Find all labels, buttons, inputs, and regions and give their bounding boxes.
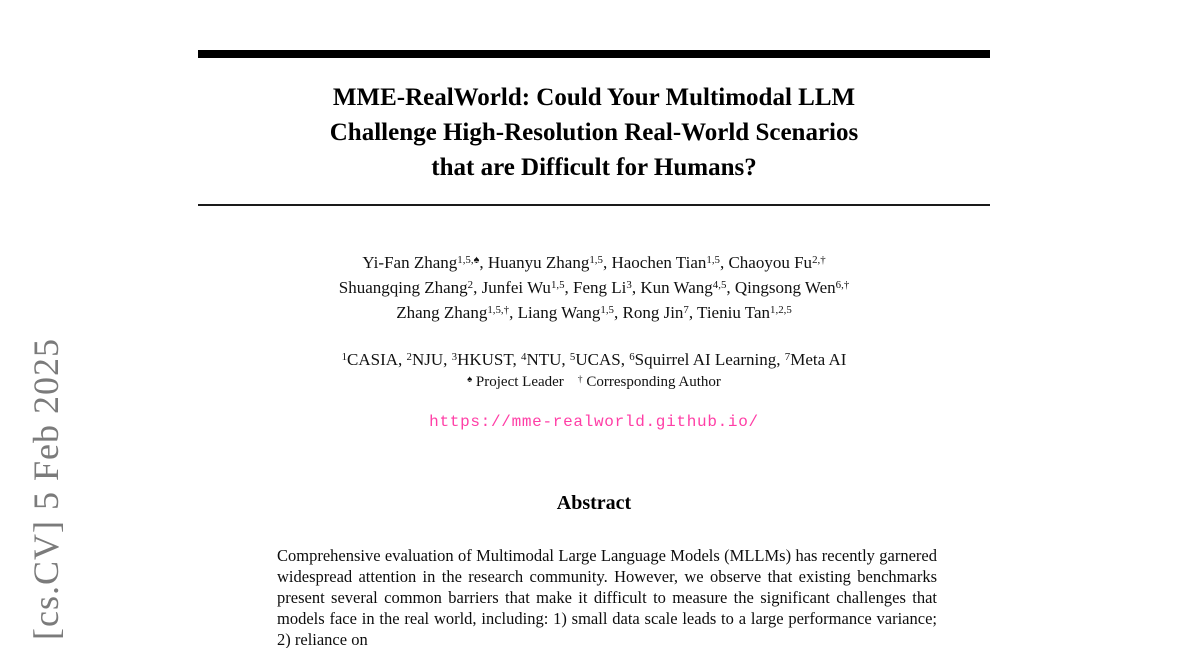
author-line	[198, 300, 990, 325]
text-segment: † Corresponding Author	[577, 373, 721, 390]
affiliations-line	[198, 349, 990, 371]
text-segment: $^3$HKUST,	[451, 350, 522, 369]
text-line: that are Difficult for Humans?	[431, 154, 757, 181]
text-segment: $^2$NJU,	[406, 350, 452, 369]
title-bottom-rule	[198, 204, 990, 206]
text-segment: Zhang Zhang$^{1,5,\dagger}$	[396, 303, 510, 322]
text-segment: Shuangqing Zhang$^2$	[338, 278, 474, 297]
text-segment: , Rong Jin$^7$	[613, 303, 689, 322]
text-line: Challenge High-Resolution Real-World Scenarios	[329, 119, 859, 146]
text-segment: $^5$UCAS,	[569, 350, 630, 369]
paper-content-column	[198, 0, 990, 648]
text-line: MME-RealWorld: Could Your Multimodal LLM	[332, 84, 856, 111]
text-segment: ♠ Project Leader	[467, 373, 564, 390]
text-segment: , Junfei Wu$^{1,5}$	[473, 278, 565, 297]
abstract-text: Comprehensive evaluation of Multimodal Large Language Models (MLLMs) has recently garnered widespread attention in the research community. However, we observe that existing benchmarks present several common barriers that make it difficult to measure the significant challenges that models face in the real world, including: 1) small data scale leads to a large performance variance; 2) reliance on	[277, 546, 937, 648]
author-line	[198, 275, 990, 300]
text-segment: $^4$NTU,	[521, 350, 570, 369]
text-segment: , Tieniu Tan$^{1,2,5}$	[688, 303, 792, 322]
text-segment: , Feng Li$^3$	[564, 278, 632, 297]
author-notes-line	[198, 372, 990, 392]
text-segment: , Liang Wang$^{1,5}$	[509, 303, 614, 322]
text-segment: , Haochen Tian$^{1,5}$	[602, 253, 720, 272]
author-line	[198, 250, 990, 275]
text-segment: $^1$CASIA,	[341, 350, 407, 369]
text-segment: Yi-Fan Zhang$^{1,5,♠}$	[362, 253, 480, 272]
text-segment: , Qingsong Wen$^{6,\dagger}$	[726, 278, 850, 297]
arxiv-sidebar-watermark: [cs.CV] 5 Feb 2025	[26, 338, 66, 640]
text-segment: $^6$Squirrel AI Learning,	[629, 350, 785, 369]
paper-title	[198, 80, 990, 185]
abstract-heading: Abstract	[556, 492, 632, 514]
top-thick-rule	[198, 50, 990, 58]
text-segment: , Kun Wang$^{4,5}$	[631, 278, 727, 297]
project-url-link[interactable]: https://mme-realworld.github.io/	[429, 413, 759, 431]
author-block	[198, 250, 990, 325]
text-segment: $^7$Meta AI	[784, 350, 847, 369]
text-segment: , Chaoyou $Fu^{2,\dagger}$	[719, 253, 826, 272]
text-segment: , Huanyu Zhang$^{1,5}$	[479, 253, 603, 272]
